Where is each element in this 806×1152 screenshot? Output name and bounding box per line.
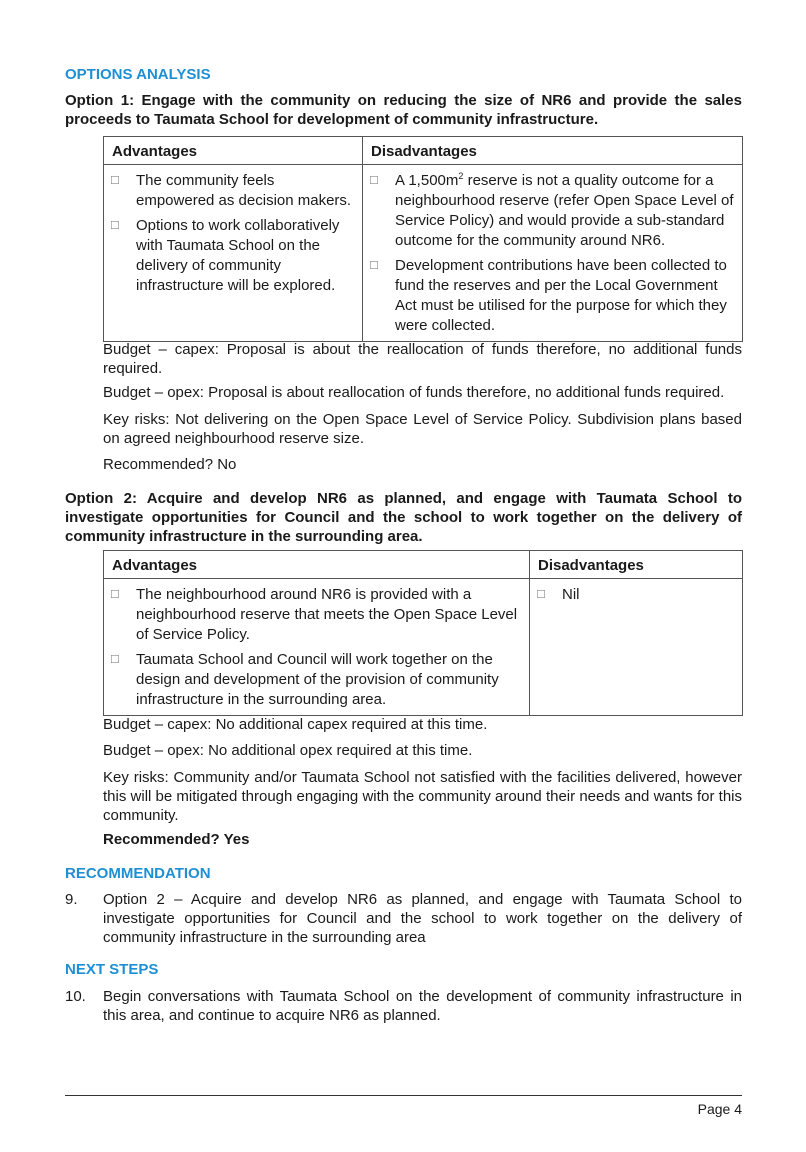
option1-key-risks: Key risks: Not delivering on the Open Space Level of Service Policy. Subdivision plans based on agreed neighbourhood reserve size. — [103, 411, 742, 447]
option1-budget-opex: Budget – opex: Proposal is about reallocation of funds therefore, no additional funds required. — [103, 384, 725, 401]
list-item: ☐ The community feels empowered as decision makers. — [110, 172, 352, 209]
option2-budget-capex: Budget – capex: No additional capex required at this time. — [103, 716, 488, 733]
option2-key-risks: Key risks: Community and/or Taumata School not satisfied with the facilities delivered, however this will be mitigated through engaging with the community around their needs and wants for this community. — [103, 769, 742, 824]
option1-table — [103, 136, 743, 342]
option2-advantages-header: Advantages — [104, 551, 530, 579]
bullet-icon: ☐ — [369, 175, 379, 187]
bullet-icon: ☐ — [369, 260, 379, 272]
option2-table — [103, 550, 743, 716]
options-analysis-heading: OPTIONS ANALYSIS — [65, 66, 211, 83]
option1-advantages-cell — [104, 165, 363, 342]
option1-title: Option 1: Engage with the community on reducing the size of NR6 and provide the sales proceeds to Taumata School for development of community infrastructure. — [65, 92, 742, 128]
item-text: Option 2 – Acquire and develop NR6 as planned, and engage with Taumata School to investigate opportunities for Council and the school to work together on the delivery of community infrastructure in the surrounding area — [103, 891, 742, 946]
option2-budget-opex: Budget – opex: No additional opex required at this time. — [103, 742, 473, 759]
option2-disadvantages-header: Disadvantages — [530, 551, 743, 579]
list-item: ☐ A $1,500m^2$ reserve is not a quality outcome for a neighbourhood reserve (refer Open Space Level of Service Policy) and would provide a sub-standard outcome for the community around NR6. — [369, 171, 734, 249]
bullet-icon: ☐ — [110, 220, 120, 232]
list-item: ☐ The neighbourhood around NR6 is provided with a neighbourhood reserve that meets the Open Space Level of Service Policy. — [110, 586, 518, 643]
option2-recommended: Recommended? Yes — [103, 831, 250, 848]
option1-disadvantages-cell — [363, 165, 743, 342]
option1-advantages-header: Advantages — [104, 137, 363, 165]
option2-title: Option 2: Acquire and develop NR6 as planned, and engage with Taumata School to investigate opportunities for Council and the school to work together on the delivery of community infrastructure in the surrounding area. — [65, 490, 742, 545]
list-item: ☐ Development contributions have been collected to fund the reserves and per the Local Government Act must be utilised for the purpose for which they were collected. — [369, 257, 727, 334]
item-text: Begin conversations with Taumata School on the development of community infrastructure in this area, and continue to acquire NR6 as planned. — [103, 988, 742, 1024]
bullet-icon: ☐ — [110, 654, 120, 666]
recommendation-item — [65, 890, 742, 947]
item-number: 10. — [65, 988, 86, 1005]
bullet-icon: ☐ — [110, 175, 120, 187]
option1-budget-capex: Budget – capex: Proposal is about the reallocation of funds therefore, no additional funds required. — [103, 341, 742, 377]
option2-advantages-cell — [104, 579, 530, 716]
next-steps-heading: NEXT STEPS — [65, 961, 159, 978]
recommendation-heading: RECOMMENDATION — [65, 865, 211, 882]
page-number: Page 4 — [697, 1101, 742, 1117]
option1-recommended: Recommended? No — [103, 456, 237, 473]
bullet-icon: ☐ — [110, 589, 120, 601]
list-item: ☐ Taumata School and Council will work together on the design and development of the provision of community infrastructure in the surrounding area. — [110, 651, 499, 708]
footer-divider — [65, 1095, 742, 1096]
list-item: ☐ Nil — [536, 586, 580, 603]
option2-disadvantages-cell — [530, 579, 743, 716]
list-item: ☐ Options to work collaboratively with Taumata School on the delivery of community infrastructure will be explored. — [110, 217, 340, 294]
option1-disadvantages-header: Disadvantages — [363, 137, 743, 165]
next-steps-item — [65, 987, 742, 1025]
item-number: 9. — [65, 891, 78, 908]
bullet-icon: ☐ — [536, 589, 546, 601]
